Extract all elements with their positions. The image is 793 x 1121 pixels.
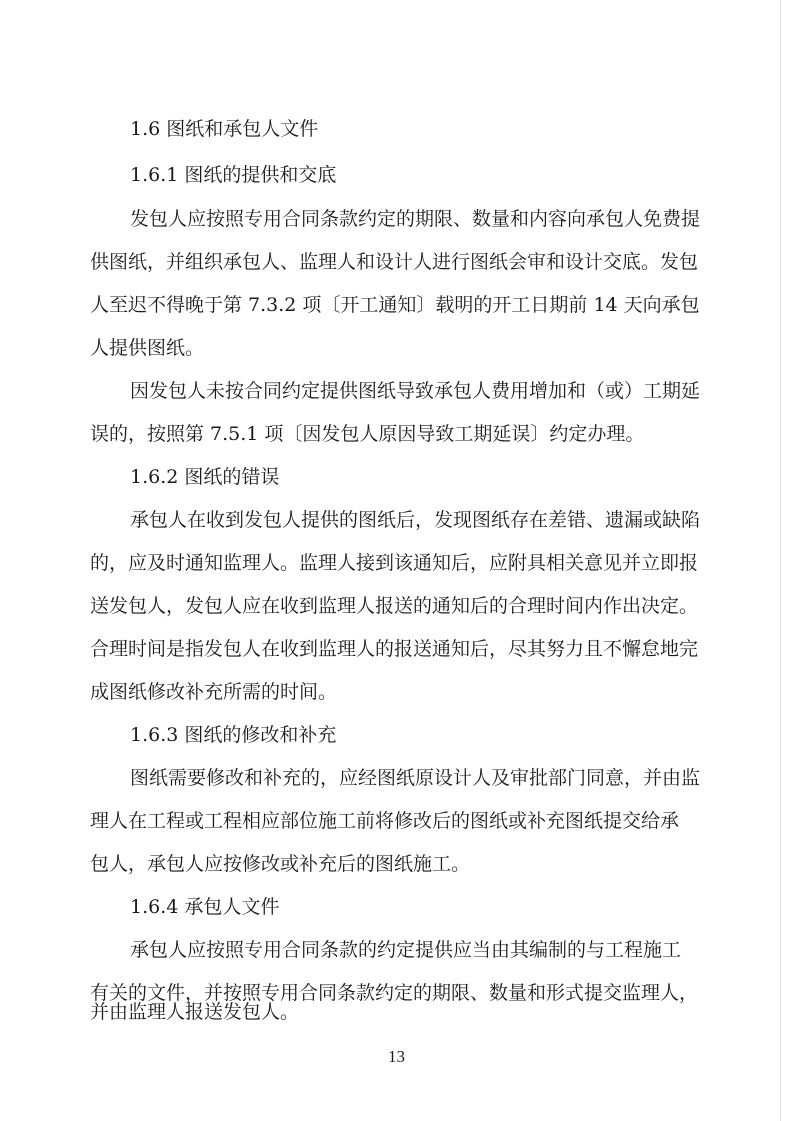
paragraph-line: 因发包人未按合同约定提供图纸导致承包人费用增加和（或）工期延 bbox=[130, 380, 701, 402]
scan-edge-line bbox=[780, 0, 781, 1121]
paragraph-line: 承包人应按照专用合同条款的约定提供应当由其编制的与工程施工 bbox=[130, 939, 682, 961]
paragraph-line: 有关的文件，并按照专用合同条款约定的期限、数量和形式提交监理人， bbox=[90, 982, 699, 1004]
paragraph-line: 发包人应按照专用合同条款约定的期限、数量和内容向承包人免费提 bbox=[130, 208, 701, 230]
subsection-heading: 1.6.4 承包人文件 bbox=[130, 896, 280, 918]
paragraph-line: 送发包人，发包人应在收到监理人报送的通知后的合理时间内作出决定。 bbox=[90, 595, 699, 617]
section-heading: 1.6 图纸和承包人文件 bbox=[130, 118, 319, 140]
paragraph-line: 供图纸，并组织承包人、监理人和设计人进行图纸会审和设计交底。发包 bbox=[90, 251, 699, 273]
paragraph-line: 图纸需要修改和补充的，应经图纸原设计人及审批部门同意，并由监 bbox=[130, 767, 701, 789]
paragraph-line: 误的，按照第 7.5.1 项〔因发包人原因导致工期延误〕约定办理。 bbox=[90, 423, 645, 445]
paragraph-line: 成图纸修改补充所需的时间。 bbox=[90, 681, 338, 703]
page-number: 13 bbox=[388, 1047, 405, 1066]
paragraph-line: 理人在工程或工程相应部位施工前将修改后的图纸或补充图纸提交给承 bbox=[90, 810, 680, 832]
subsection-heading: 1.6.2 图纸的错误 bbox=[130, 466, 280, 488]
subsection-heading: 1.6.3 图纸的修改和补充 bbox=[130, 724, 337, 746]
paragraph-line: 的，应及时通知监理人。监理人接到该通知后，应附具相关意见并立即报 bbox=[90, 552, 699, 574]
subsection-heading: 1.6.1 图纸的提供和交底 bbox=[130, 164, 337, 186]
paragraph-line: 包人，承包人应按修改或补充后的图纸施工。 bbox=[90, 853, 471, 875]
paragraph-line: 人至迟不得晚于第 7.3.2 项〔开工通知〕载明的开工日期前 14 天向承包 bbox=[90, 294, 700, 316]
paragraph-line: 人提供图纸。 bbox=[90, 337, 205, 359]
paragraph-line: 承包人在收到发包人提供的图纸后，发现图纸存在差错、遗漏或缺陷 bbox=[130, 509, 701, 531]
paragraph-line: 合理时间是指发包人在收到监理人的报送通知后，尽其努力且不懈怠地完 bbox=[90, 638, 699, 660]
paragraph-line: 并由监理人报送发包人。 bbox=[90, 1001, 300, 1023]
